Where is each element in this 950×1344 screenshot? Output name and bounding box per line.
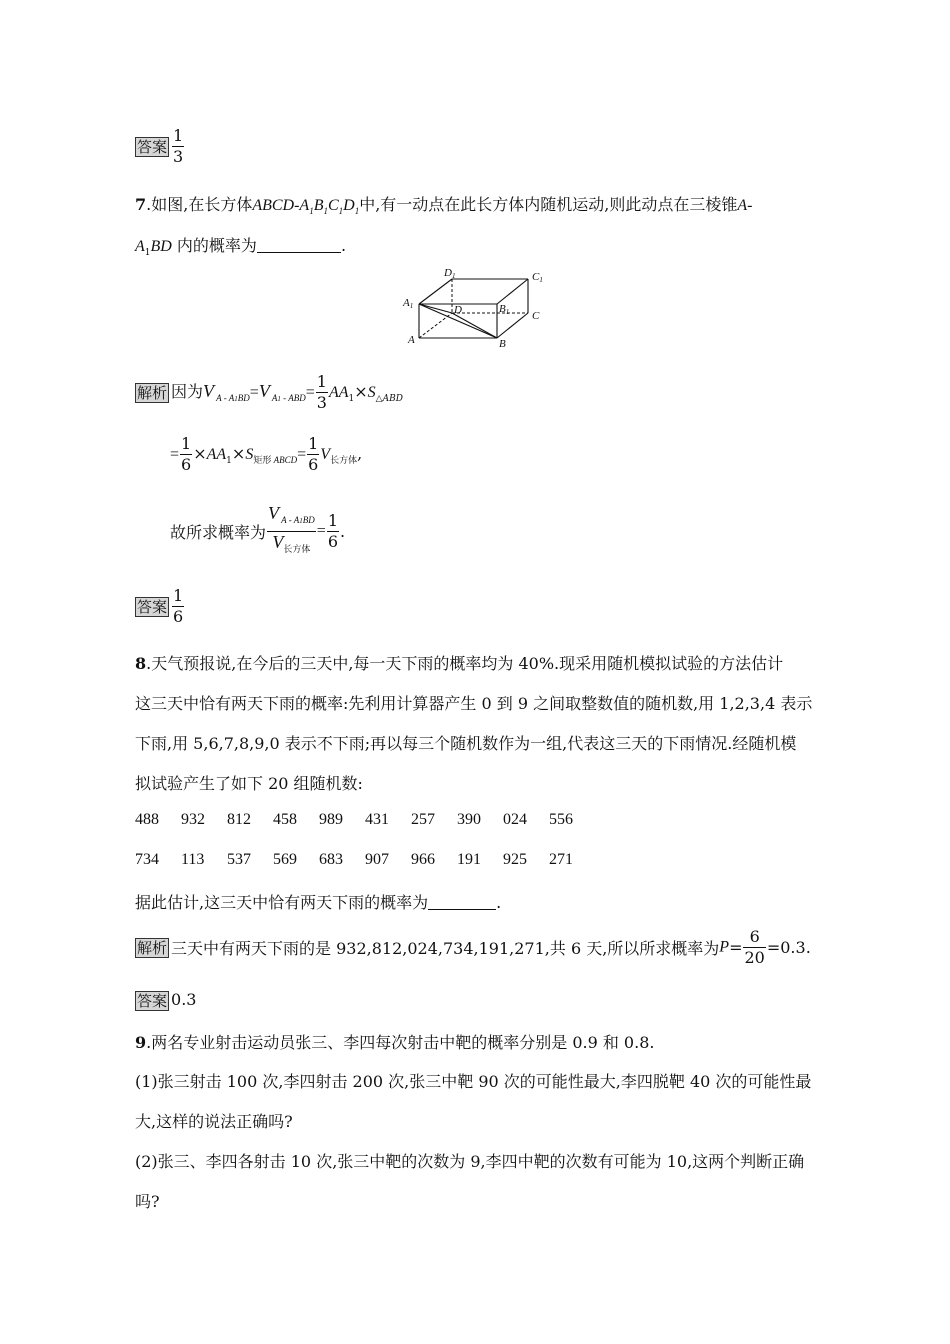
question-8-line1: 8.天气预报说,在今后的三天中,每一天下雨的概率均为 40%.现采用随机模拟试验的方法估计: [135, 654, 784, 673]
fraction-one-sixth-a: $\frac{1}{6}$: [181, 434, 192, 474]
analysis-tag: 解析: [137, 938, 168, 957]
label-D: D: [454, 304, 462, 316]
question-9-part1-a: (1)张三射击 100 次,李四射击 200 次,张三中靶 90 次的可能性最大,李四脱靶 40 次的可能性最: [135, 1072, 812, 1091]
answer-blank: [257, 238, 341, 253]
label-D1: D1: [444, 267, 456, 280]
random-numbers-row-1: 488 932 812 458 989 431 257 390 024 556: [135, 811, 573, 828]
solution-7-line1: 解析 因为V $_{A - A1BD}$=V $_{A1 - ABD}$= $\frac{1}{3}$ $AA_1\times S_{\triangle ABD}$: [137, 372, 403, 412]
answer-blank: [428, 895, 496, 910]
edge-DB: [452, 313, 497, 338]
cuboid-figure: [400, 265, 550, 355]
fraction-one-sixth-b: $\frac{1}{6}$: [308, 434, 319, 474]
edge-A1D1: [419, 279, 452, 304]
probability-ratio: $\frac{V _{A - A1BD}}{V_{长方体}}$: [268, 503, 315, 555]
question-number: 8: [135, 654, 147, 673]
label-B: B: [499, 338, 506, 350]
solution-8: 解析 三天中有两天下雨的是 932,812,024,734,191,271,共 6 天,所以所求概率为P= $\frac{6}{20}$ =0.3.: [137, 927, 811, 967]
answer-8: [135, 990, 196, 1011]
question-7-line2: $A_1BD$ 内的概率为 .: [135, 236, 347, 259]
question-8-line3: 下雨,用 5,6,7,8,9,0 表示不下雨;再以每三个随机数作为一组,代表这三天的下雨情况.经随机模: [135, 734, 797, 753]
solution-7-line3: 故所求概率为 $\frac{V _{A - A1BD}}{V_{长方体}}$ = $\frac{1}{6}$ .: [170, 503, 345, 560]
answer-7: [135, 586, 185, 627]
random-numbers-row-2: 734 113 537 569 683 907 966 191 925 271: [135, 851, 573, 868]
analysis-tag: 解析: [137, 383, 168, 402]
question-7-line1: 7.如图,在长方体ABCD-$A_1B_1C_1D_1$中,有一动点在此长方体内随机运动,则此动点在三棱锥A-: [135, 195, 753, 217]
question-number: 7: [135, 195, 147, 214]
label-A: A: [408, 334, 415, 346]
label-C: C: [532, 310, 540, 322]
answer-tag: 答案: [137, 991, 168, 1010]
label-A1: A1: [403, 297, 414, 310]
fraction-one-third: $\frac{1}{3}$: [316, 372, 327, 412]
answer-8-value: 0.3: [171, 990, 197, 1009]
edge-C1B1: [497, 279, 528, 304]
answer-tag: 答案: [137, 137, 168, 156]
answer-6: [135, 126, 185, 167]
question-8-line5: 据此估计,这三天中恰有两天下雨的概率为 .: [135, 893, 502, 912]
hidden-edge-AD: [419, 313, 452, 338]
question-9-line1: 9.两名专业射击运动员张三、李四每次射击中靶的概率分别是 0.9 和 0.8.: [135, 1033, 655, 1052]
edge-CB: [497, 313, 528, 338]
fraction-six-twentieths: $\frac{6}{20}$: [744, 927, 765, 967]
question-9-part2-b: 吗?: [135, 1192, 160, 1211]
answer-7-fraction: $\frac{1}{6}$: [173, 586, 184, 626]
question-9-part2-a: (2)张三、李四各射击 10 次,张三中靶的次数为 9,李四中靶的次数有可能为 10,这两个判断正确: [135, 1152, 805, 1171]
question-8-line4: 拟试验产生了如下 20 组随机数:: [135, 774, 363, 793]
answer-tag: 答案: [137, 597, 168, 616]
question-8-line2: 这三天中恰有两天下雨的概率:先利用计算器产生 0 到 9 之间取整数值的随机数,用 1,2,3,4 表示: [135, 694, 813, 713]
answer-6-fraction: $\frac{1}{3}$: [173, 126, 184, 166]
fraction-result: $\frac{1}{6}$: [327, 511, 338, 551]
label-C1: C1: [532, 271, 543, 284]
solution-7-line2: = $\frac{1}{6}$ $\times AA_1\times S_{矩形}$ $_{ABCD}$= $\frac{1}{6}$ $V_{长方体}$,: [170, 434, 363, 474]
question-number: 9: [135, 1033, 147, 1052]
question-9-part1-b: 大,这样的说法正确吗?: [135, 1112, 293, 1131]
label-B1: B1: [499, 303, 510, 316]
